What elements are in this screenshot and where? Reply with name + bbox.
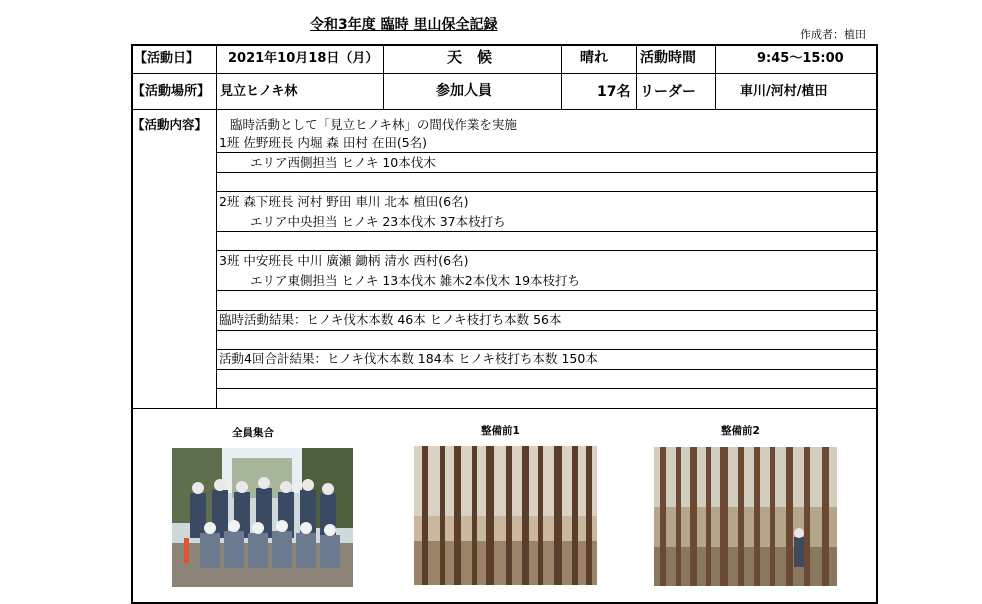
place-label: 【活動場所】	[132, 84, 211, 99]
content-row-line	[216, 290, 878, 291]
author-label: 作成者：植田	[800, 28, 866, 41]
forest-photo-2	[654, 447, 837, 586]
photo-caption: 整備前2	[721, 425, 760, 437]
content-row-line	[216, 152, 878, 153]
content-row-line	[216, 172, 878, 173]
content-row-line	[216, 231, 878, 232]
leader-label: リーダー	[640, 84, 696, 100]
date-value: 2021年10月18日（月）	[228, 51, 379, 66]
content-line: エリア中央担当 ヒノキ 23本伐木 37本枝打ち	[250, 214, 506, 229]
row-divider	[131, 73, 878, 74]
time-label: 活動時間	[640, 50, 696, 66]
leader-value: 車川/河村/植田	[740, 84, 828, 99]
weather-label: 天 候	[447, 48, 493, 66]
col-divider	[383, 44, 384, 109]
content-row-line	[216, 330, 878, 331]
content-line: エリア西側担当 ヒノキ 10本伐木	[250, 155, 436, 170]
content-line: 臨時活動結果：ヒノキ伐木本数 46本 ヒノキ枝打ち本数 56本	[219, 312, 562, 327]
content-line: 2班 森下班長 河村 野田 車川 北本 植田(6名)	[219, 194, 469, 209]
content-line: エリア東側担当 ヒノキ 13本伐木 雑木2本伐木 19本枝打ち	[250, 273, 581, 288]
photo-caption: 全員集合	[232, 427, 274, 439]
photo-caption: 整備前1	[481, 425, 520, 437]
weather-value: 晴れ	[580, 50, 608, 66]
content-row-line	[216, 250, 878, 251]
col-divider	[216, 44, 217, 409]
group-photo	[172, 448, 353, 587]
col-divider	[715, 44, 716, 109]
content-line: 3班 中安班長 中川 廣瀬 鋤柄 清水 西村(6名)	[219, 253, 469, 268]
content-row-line	[216, 310, 878, 311]
content-line: 臨時活動として「見立ヒノキ林」の間伐作業を実施	[230, 117, 517, 132]
content-row-line	[216, 369, 878, 370]
content-row-line	[216, 191, 878, 192]
col-divider	[561, 44, 562, 109]
row-divider	[131, 109, 878, 110]
section-divider	[131, 408, 878, 409]
content-row-line	[216, 349, 878, 350]
content-row-line	[216, 388, 878, 389]
content-line: 活動4回合計結果：ヒノキ伐木本数 184本 ヒノキ枝打ち本数 150本	[219, 351, 598, 366]
content-label: 【活動内容】	[132, 117, 208, 132]
time-value: 9:45〜15:00	[757, 51, 844, 66]
place-value: 見立ヒノキ林	[220, 84, 298, 99]
members-label: 参加人員	[436, 83, 492, 99]
record-title: 令和3年度 臨時 里山保全記録	[310, 17, 498, 33]
content-line: 1班 佐野班長 内堀 森 田村 在田(5名)	[219, 135, 428, 150]
col-divider	[636, 44, 637, 109]
members-value: 17名	[597, 84, 631, 100]
date-label: 【活動日】	[134, 51, 200, 66]
forest-photo-1	[414, 446, 597, 585]
